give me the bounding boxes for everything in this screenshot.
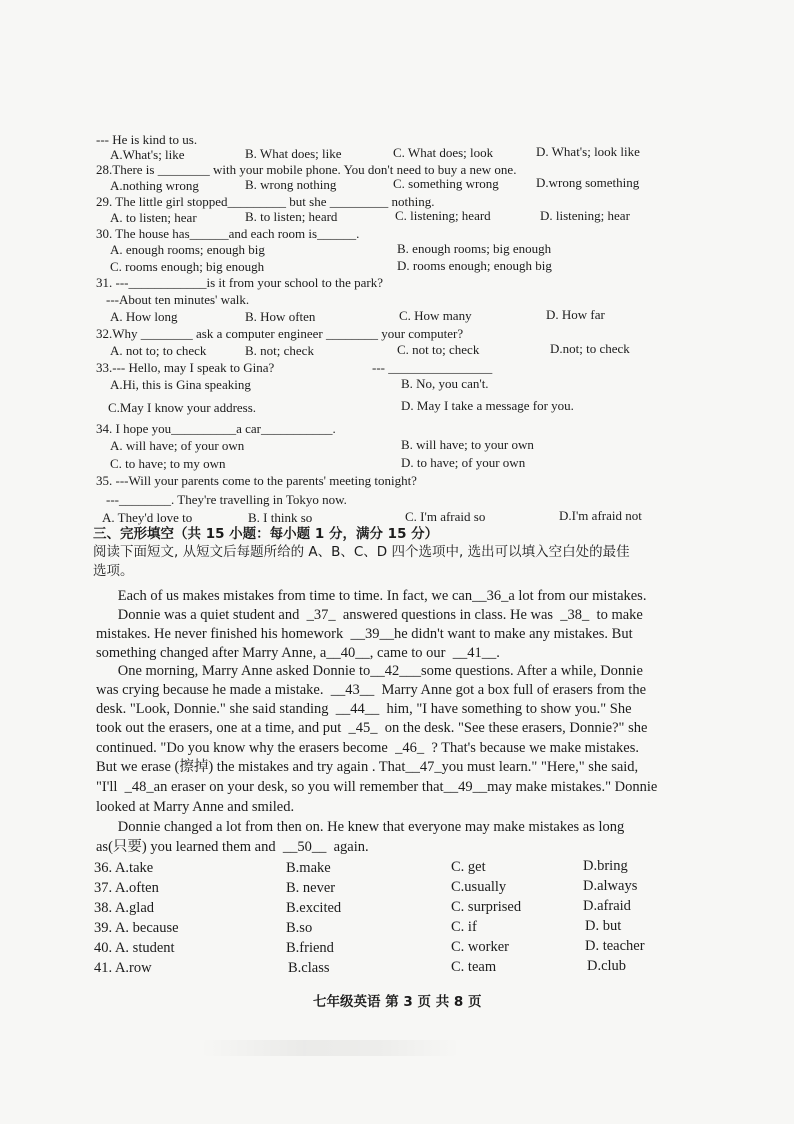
q29-option-d: D. listening; hear — [540, 208, 630, 223]
q34-option-b: B. will have; to your own — [401, 437, 534, 452]
q31-option-a: A. How long — [110, 309, 178, 324]
q30-option-c: C. rooms enough; big enough — [110, 259, 265, 274]
q28-option-b: B. wrong nothing — [245, 177, 337, 192]
q31-option-d: D. How far — [546, 307, 605, 322]
section-instruction-line1: 阅读下面短文, 从短文后每题所给的 A、B、C、D 四个选项中, 选出可以填入空白处的最佳 — [93, 544, 630, 560]
q30-stem: 30. The house has______and each room is______. — [96, 226, 360, 241]
q28-option-c: C. something wrong — [393, 176, 499, 191]
q32-stem: 32.Why ________ ask a computer engineer ________ your computer? — [96, 326, 464, 341]
q34-stem: 34. I hope you__________a car___________. — [96, 421, 336, 436]
passage-line: was crying because he made a mistake. __43__ Marry Anne got a box full of erasers from the — [96, 682, 647, 698]
q28-stem: 28.There is ________ with your mobile phone. You don't need to buy a new one. — [96, 162, 517, 177]
cloze-38-option-b: B.excited — [286, 900, 342, 916]
cloze-38-option-c: C. surprised — [451, 899, 522, 915]
cloze-39-option-a: 39. A. because — [94, 920, 179, 936]
q29-option-b: B. to listen; heard — [245, 209, 338, 224]
q32-option-a: A. not to; to check — [110, 343, 207, 358]
q31-option-b: B. How often — [245, 309, 316, 324]
q35-option-b: B. I think so — [248, 510, 313, 525]
q31-answer: ---About ten minutes' walk. — [106, 292, 250, 307]
q33-option-c: C.May I know your address. — [108, 400, 257, 415]
section-instruction-line2: 选项。 — [93, 563, 134, 579]
q30-option-b: B. enough rooms; big enough — [397, 241, 552, 256]
cloze-41-option-a: 41. A.row — [94, 960, 152, 976]
passage-line: Donnie was a quiet student and _37_ answered questions in class. He was _38_ to make — [96, 607, 643, 623]
page-footer: 七年级英语 第 3 页 共 8 页 — [313, 994, 482, 1010]
q30-option-d: D. rooms enough; enough big — [397, 258, 552, 273]
cloze-41-option-d: D.club — [587, 958, 627, 974]
q32-option-c: C. not to; check — [397, 342, 480, 357]
q35-option-a: A. They'd love to — [102, 510, 193, 525]
q33-blank: --- ________________ — [372, 360, 493, 375]
q33-option-b: B. No, you can't. — [401, 376, 489, 391]
q35-option-c: C. I'm afraid so — [405, 509, 486, 524]
scan-smudge — [200, 1040, 460, 1056]
passage-line: something changed after Marry Anne, a__40__, came to our __41__. — [96, 645, 500, 661]
q35-option-d: D.I'm afraid not — [559, 508, 642, 523]
q33-option-d: D. May I take a message for you. — [401, 398, 574, 413]
cloze-36-option-a: 36. A.take — [94, 860, 154, 876]
q27-option-a: A.What's; like — [110, 147, 185, 162]
cloze-41-option-b: B.class — [288, 960, 330, 976]
passage-line: desk. "Look, Donnie." she said standing __44__ him, "I have something to show you." She — [96, 701, 632, 717]
q33-stem: 33.--- Hello, may I speak to Gina? — [96, 360, 275, 375]
passage-line: mistakes. He never finished his homework __39__he didn't want to make any mistakes. But — [96, 626, 633, 642]
cloze-37-option-b: B. never — [286, 880, 336, 896]
q28-option-d: D.wrong something — [536, 175, 640, 190]
cloze-36-option-d: D.bring — [583, 858, 628, 874]
cloze-39-option-d: D. but — [585, 918, 622, 934]
cloze-37-option-c: C.usually — [451, 879, 507, 895]
q34-option-a: A. will have; of your own — [110, 438, 245, 453]
passage-line: as(只要) you learned them and __50__ again. — [96, 839, 369, 855]
cloze-40-option-d: D. teacher — [585, 938, 645, 954]
q30-option-a: A. enough rooms; enough big — [110, 242, 265, 257]
cloze-39-option-b: B.so — [286, 920, 313, 936]
q27-stem: --- He is kind to us. — [96, 132, 198, 147]
cloze-40-option-c: C. worker — [451, 939, 509, 955]
q32-option-d: D.not; to check — [550, 341, 630, 356]
cloze-36-option-b: B.make — [286, 860, 331, 876]
cloze-40-option-b: B.friend — [286, 940, 334, 956]
passage-line: Donnie changed a lot from then on. He knew that everyone may make mistakes as long — [96, 819, 625, 835]
q27-option-b: B. What does; like — [245, 146, 342, 161]
q35-stem: 35. ---Will your parents come to the parents' meeting tonight? — [96, 473, 417, 488]
cloze-38-option-a: 38. A.glad — [94, 900, 155, 916]
q35-answer: ---________. They're travelling in Tokyo now. — [106, 492, 347, 507]
passage-line: Each of us makes mistakes from time to time. In fact, we can__36_a lot from our mistakes. — [96, 588, 647, 604]
q31-option-c: C. How many — [399, 308, 472, 323]
q33-option-a: A.Hi, this is Gina speaking — [110, 377, 251, 392]
passage-line: continued. "Do you know why the erasers become _46_ ? That's because we make mistakes. — [96, 740, 639, 756]
q27-option-d: D. What's; look like — [536, 144, 640, 159]
cloze-39-option-c: C. if — [451, 919, 477, 935]
q31-stem: 31. ---____________is it from your school to the park? — [96, 275, 384, 290]
cloze-37-option-a: 37. A.often — [94, 880, 159, 896]
q29-option-a: A. to listen; hear — [110, 210, 197, 225]
q32-option-b: B. not; check — [245, 343, 314, 358]
q34-option-c: C. to have; to my own — [110, 456, 226, 471]
section-heading: 三、完形填空（共 15 小题：每小题 1 分，满分 15 分） — [93, 526, 439, 542]
passage-line: But we erase (擦掉) the mistakes and try again . That__47_you must learn." "Here," she said, — [96, 759, 639, 775]
q27-option-c: C. What does; look — [393, 145, 494, 160]
q29-stem: 29. The little girl stopped_________ but she _________ nothing. — [96, 194, 435, 209]
passage-line: took out the erasers, one at a time, and put _45_ on the desk. "See these erasers, Donnie?" she — [96, 720, 648, 736]
passage-line: "I'll _48_an eraser on your desk, so you will remember that__49__may make mistakes." Donnie — [96, 779, 658, 795]
q28-option-a: A.nothing wrong — [110, 178, 199, 193]
cloze-40-option-a: 40. A. student — [94, 940, 175, 956]
passage-line: looked at Marry Anne and smiled. — [96, 799, 295, 815]
q29-option-c: C. listening; heard — [395, 208, 491, 223]
cloze-41-option-c: C. team — [451, 959, 497, 975]
passage-line: One morning, Marry Anne asked Donnie to__42___some questions. After a while, Donnie — [96, 663, 643, 679]
cloze-37-option-d: D.always — [583, 878, 638, 894]
cloze-38-option-d: D.afraid — [583, 898, 631, 914]
q34-option-d: D. to have; of your own — [401, 455, 526, 470]
cloze-36-option-c: C. get — [451, 859, 486, 875]
